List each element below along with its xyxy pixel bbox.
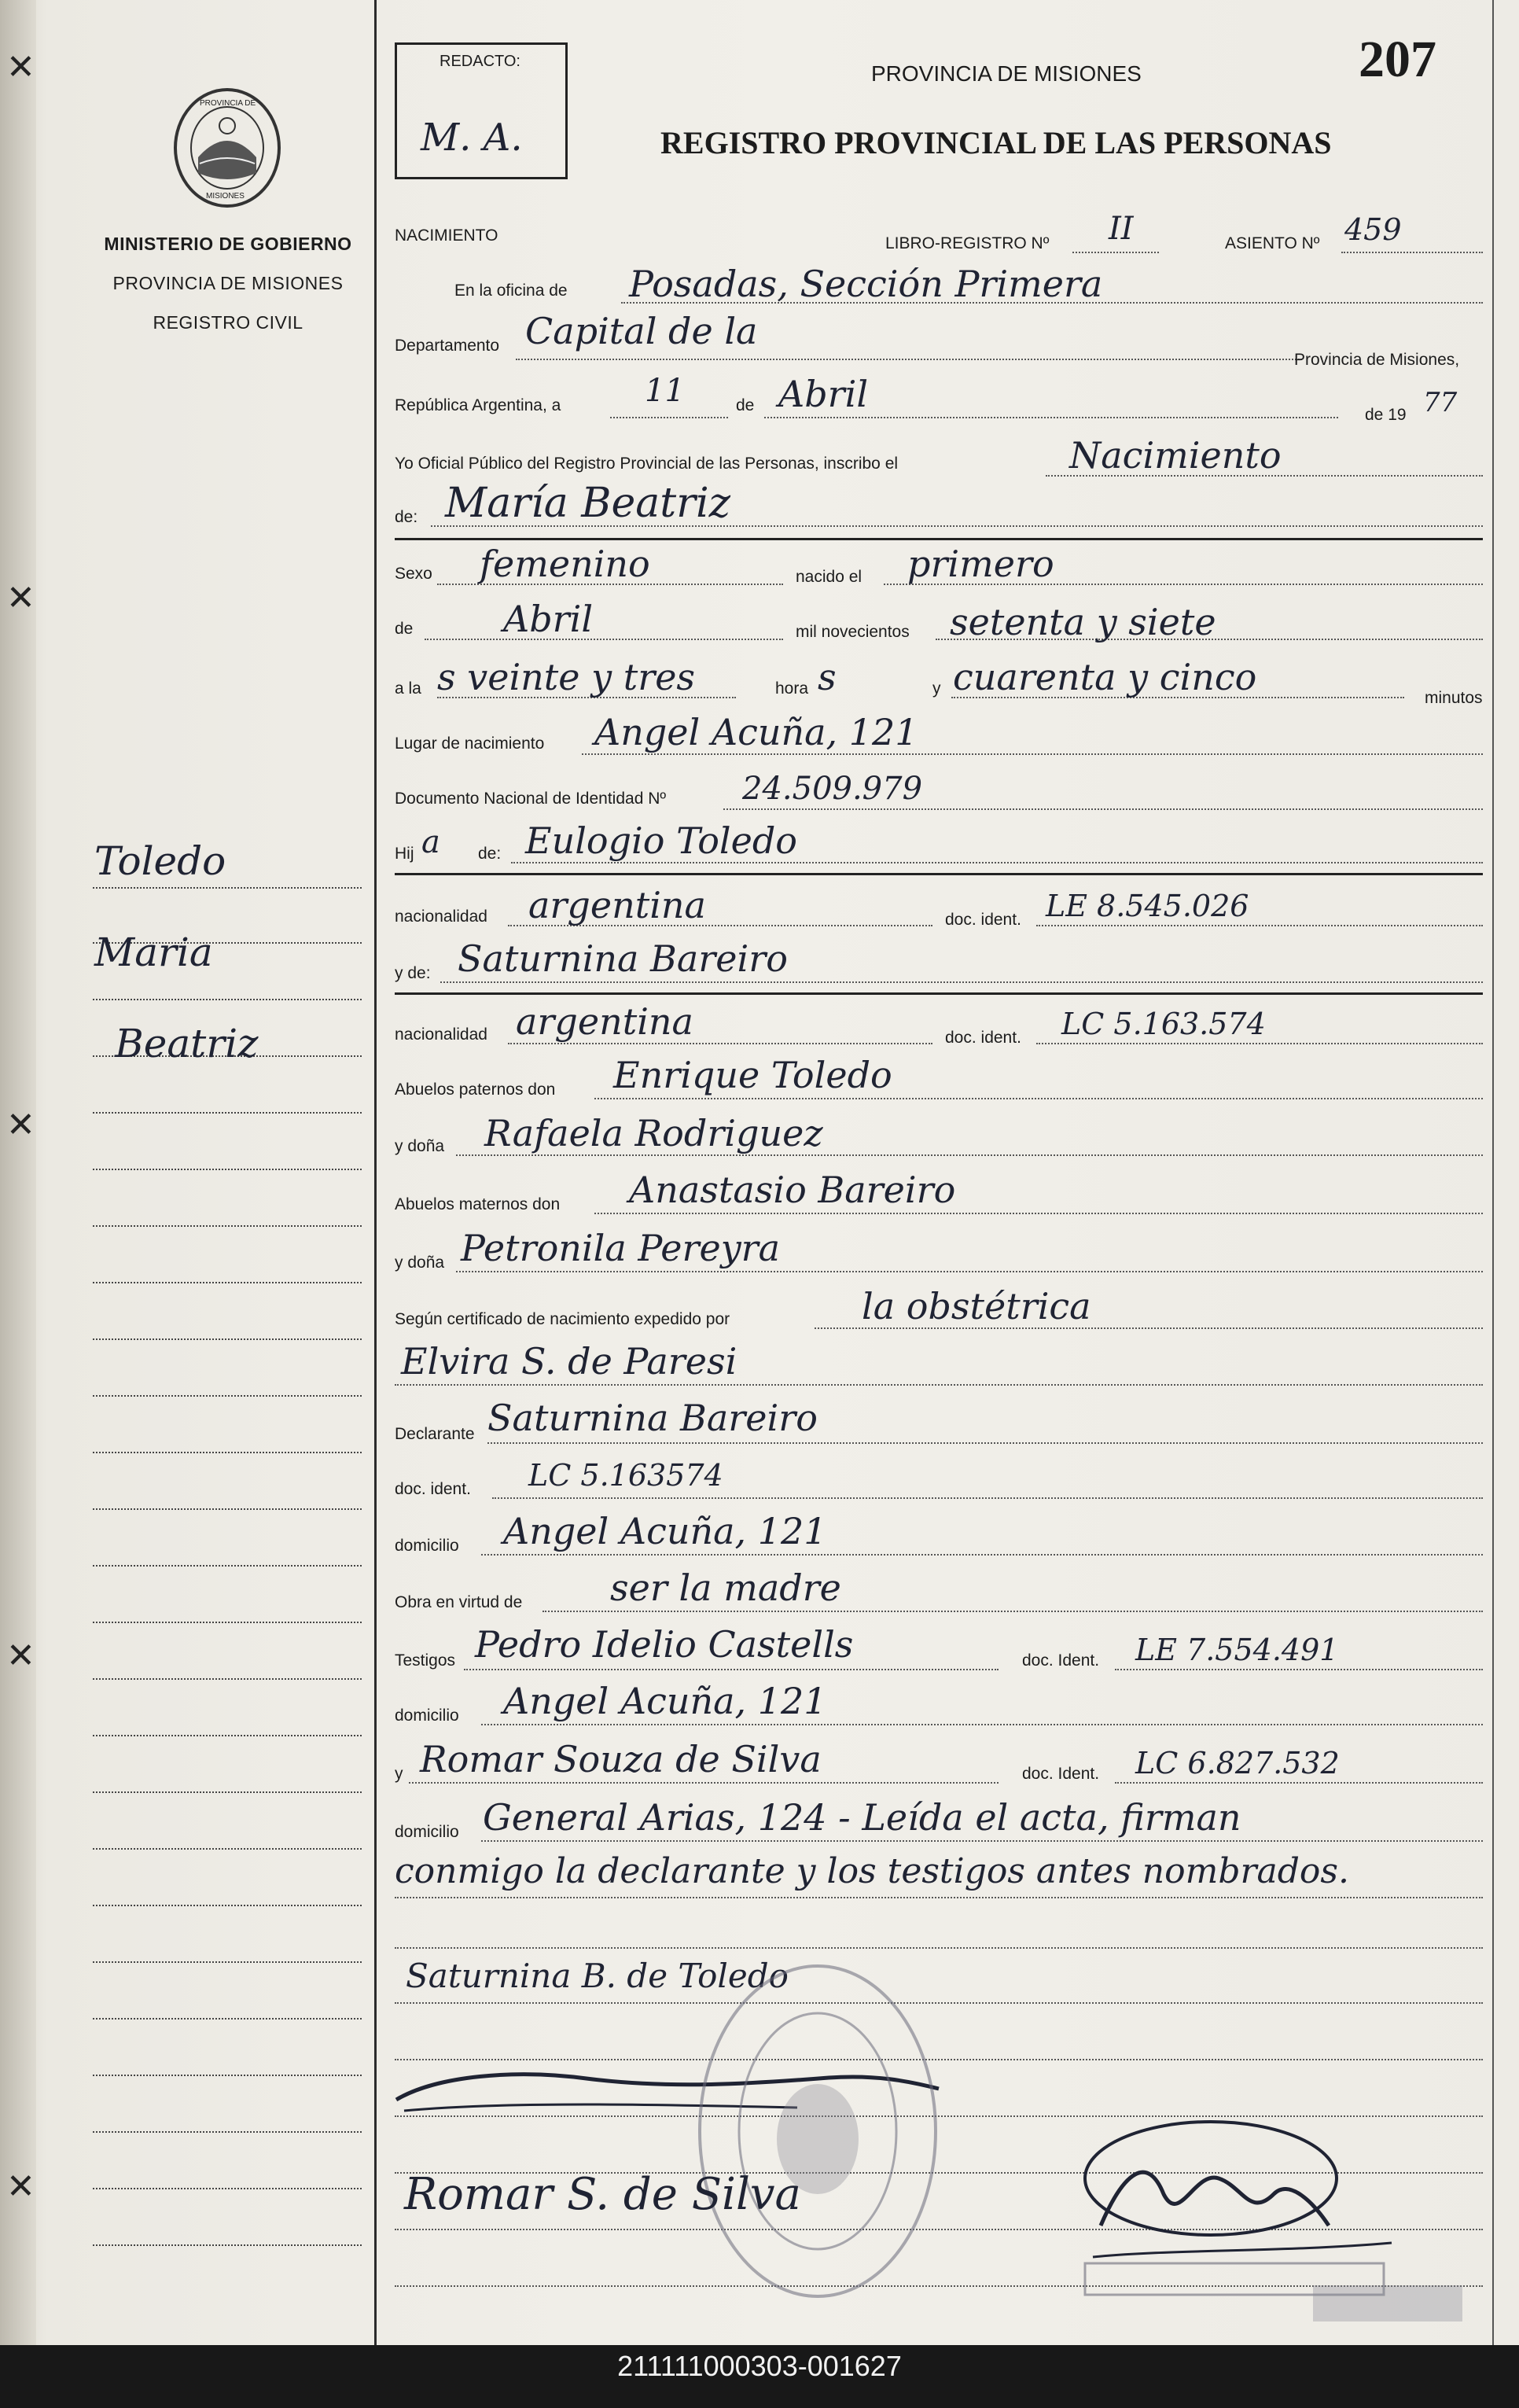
margin-line — [93, 1961, 362, 1963]
oficina-value: Posadas, Sección Primera — [629, 263, 1103, 305]
mes-value: Abril — [778, 373, 869, 415]
binding-stitch: ✕ — [6, 47, 35, 87]
cert-value: la obstétrica — [862, 1285, 1091, 1327]
nacido-value: primero — [907, 543, 1054, 585]
binding-spine — [0, 0, 36, 2345]
doc2-value: LC 5.163.574 — [1061, 1007, 1266, 1041]
doct2-label: doc. Ident. — [1022, 1765, 1100, 1783]
dni-dots — [723, 808, 1483, 810]
cert-label: Según certificado de nacimiento expedido por — [395, 1310, 730, 1328]
binding-stitch: ✕ — [6, 2167, 35, 2207]
nacido-label: nacido el — [796, 568, 862, 586]
margin-line — [93, 1282, 362, 1283]
margin-line — [93, 2244, 362, 2246]
de2-label: de: — [395, 508, 418, 526]
hij-label: Hij — [395, 845, 414, 863]
doct1-label: doc. Ident. — [1022, 1651, 1100, 1670]
nacimiento-label: NACIMIENTO — [395, 226, 498, 245]
domd-value: Angel Acuña, 121 — [503, 1510, 827, 1552]
margin-line — [93, 1678, 362, 1680]
province-heading: PROVINCIA DE MISIONES — [871, 61, 1142, 86]
abm-dona-label: y doña — [395, 1254, 445, 1272]
doct1-value: LE 7.554.491 — [1135, 1633, 1339, 1667]
horas-label: hora — [775, 679, 809, 698]
mes2-value: Abril — [503, 598, 594, 640]
republica-label: República Argentina, a — [395, 396, 561, 414]
nac2-dots — [508, 1043, 932, 1044]
de-label: de — [736, 396, 755, 414]
footer-id: 211111000303-001627 — [617, 2350, 902, 2382]
margin-line — [93, 1905, 362, 1906]
abm-label: Abuelos maternos don — [395, 1195, 561, 1213]
asiento-label: ASIENTO Nº — [1225, 234, 1320, 252]
madre-dots — [440, 981, 1483, 983]
y-label: y — [932, 679, 941, 698]
departamento-dots — [516, 359, 1302, 360]
margin-line — [93, 1565, 362, 1567]
declarante-value: Saturnina Bareiro — [487, 1397, 818, 1439]
lugar-dots — [582, 753, 1483, 755]
testigo1-value: Pedro Idelio Castells — [475, 1623, 854, 1666]
docd-value: LC 5.163574 — [528, 1458, 723, 1493]
margin-line — [93, 1169, 362, 1170]
abp-dots — [594, 1098, 1483, 1099]
mes-dots — [764, 417, 1338, 418]
mil-value: setenta y siete — [950, 601, 1216, 643]
nac1-label: nacionalidad — [395, 908, 487, 926]
testigo2-dots — [409, 1782, 999, 1784]
asiento-dots — [1341, 252, 1483, 253]
binding-stitch: ✕ — [6, 578, 35, 618]
dni-value: 24.509.979 — [742, 771, 923, 807]
redacto-initials: M. A. — [421, 116, 523, 160]
dia-value: 11 — [645, 373, 685, 409]
domt2-value: General Arias, 124 - Leída el acta, firman — [483, 1796, 1241, 1839]
domd-dots — [481, 1554, 1483, 1556]
doc2-label: doc. ident. — [945, 1029, 1021, 1047]
margin-line — [93, 2188, 362, 2189]
doct1-dots — [1115, 1669, 1483, 1670]
hij-value: a — [421, 824, 440, 860]
libro-value: II — [1109, 211, 1134, 247]
dni-label: Documento Nacional de Identidad Nº — [395, 790, 667, 808]
cierre-dots — [395, 1897, 1483, 1898]
declarante-dots — [487, 1442, 1483, 1444]
madre-value: Saturnina Bareiro — [458, 937, 788, 980]
sexo-label: Sexo — [395, 565, 432, 583]
abp-dona-label: y doña — [395, 1137, 445, 1155]
abm-don-value: Anastasio Bareiro — [629, 1169, 956, 1211]
signature-witness-2: Romar S. de Silva — [404, 2169, 801, 2220]
mil-label: mil novecientos — [796, 623, 910, 641]
cert2-dots — [395, 1384, 1483, 1386]
libro-label: LIBRO-REGISTRO Nº — [885, 234, 1050, 252]
ministry-block — [86, 224, 370, 342]
registry-stamp — [684, 1950, 951, 2312]
oficial-label: Yo Oficial Público del Registro Provincial de las Personas, inscribo el — [395, 455, 899, 473]
obra-label: Obra en virtud de — [395, 1593, 523, 1611]
seal-top-text: PROVINCIA DE — [200, 99, 256, 108]
margin-line — [93, 1848, 362, 1850]
right-edge-line — [1492, 0, 1494, 2345]
domt2-label: domicilio — [395, 1823, 459, 1841]
margin-divider — [374, 0, 377, 2345]
binding-stitch: ✕ — [6, 1105, 35, 1145]
domd-label: domicilio — [395, 1537, 459, 1555]
padre-dots — [511, 862, 1483, 863]
mes2-dots — [425, 639, 783, 640]
oficial-value: Nacimiento — [1069, 434, 1282, 477]
horas-value: s — [818, 656, 837, 698]
signature-declarante: Saturnina B. de Toledo — [406, 1957, 789, 1995]
redacto-label: REDACTO: — [440, 53, 520, 70]
domt1-value: Angel Acuña, 121 — [503, 1680, 827, 1722]
page-number: 207 — [1359, 31, 1436, 88]
margin-line — [93, 1791, 362, 1793]
sig-line — [395, 1947, 1483, 1949]
margin-line — [93, 1508, 362, 1510]
testigo2-value: Romar Souza de Silva — [420, 1738, 822, 1780]
sexo-value: femenino — [480, 543, 650, 585]
oficina-label: En la oficina de — [454, 282, 568, 300]
margin-line — [93, 2131, 362, 2133]
asiento-value: 459 — [1344, 212, 1402, 247]
margin-name2: Beatriz — [115, 1021, 259, 1066]
margin-line — [93, 1338, 362, 1340]
ministry-registry: REGISTRO CIVIL — [153, 312, 303, 333]
obra-dots — [542, 1611, 1483, 1612]
nac2-label: nacionalidad — [395, 1025, 487, 1044]
margin-line — [93, 1452, 362, 1453]
margin-line — [93, 2075, 362, 2076]
seal-bottom-text: MISIONES — [206, 192, 245, 201]
abm-dots — [594, 1213, 1483, 1214]
alas-label: a la — [395, 679, 421, 698]
testigo1-dots — [464, 1669, 999, 1670]
testigos-label: Testigos — [395, 1651, 456, 1670]
departamento-value: Capital de la — [525, 310, 758, 352]
margin-line — [93, 887, 362, 889]
margin-line — [93, 1622, 362, 1623]
nac2-value: argentina — [516, 1000, 693, 1043]
obra-value: ser la madre — [610, 1567, 841, 1609]
doc2-dots — [1036, 1043, 1483, 1044]
doct2-value: LC 6.827.532 — [1135, 1746, 1340, 1780]
minutos-label: minutos — [1425, 689, 1483, 707]
docd-label: doc. ident. — [395, 1480, 471, 1498]
margin-surname: Toledo — [94, 838, 226, 884]
domt1-label: domicilio — [395, 1707, 459, 1725]
redacto-box — [395, 42, 568, 179]
abp-label: Abuelos paternos don — [395, 1081, 556, 1099]
dia-dots — [610, 417, 728, 418]
margin-line — [93, 2018, 362, 2020]
margin-name1: Maria — [94, 930, 213, 975]
ministry-province: PROVINCIA DE MISIONES — [112, 273, 344, 293]
y2-label: y — [395, 1765, 403, 1783]
margin-line — [93, 999, 362, 1000]
anio-value: 77 — [1423, 387, 1458, 418]
provincial-seal — [168, 85, 286, 211]
domt2-dots — [481, 1840, 1483, 1842]
nombre-value: María Beatriz — [445, 480, 731, 527]
lugar-value: Angel Acuña, 121 — [594, 711, 918, 753]
margin-line — [93, 1225, 362, 1227]
abm-dona-value: Petronila Pereyra — [461, 1227, 781, 1269]
doc1-dots — [1036, 925, 1483, 926]
de3-label: de — [395, 620, 414, 638]
cert-value2: Elvira S. de Paresi — [401, 1340, 737, 1383]
margin-line — [93, 1395, 362, 1397]
section-rule — [395, 538, 1483, 540]
abp-dona-dots — [456, 1154, 1483, 1156]
margin-line — [93, 1112, 362, 1114]
doc1-label: doc. ident. — [945, 911, 1021, 929]
departamento-label: Departamento — [395, 337, 500, 355]
declarante-label: Declarante — [395, 1425, 475, 1443]
de4-label: de: — [478, 845, 502, 863]
abp-don-value: Enrique Toledo — [613, 1054, 892, 1096]
cert-dots — [815, 1327, 1483, 1329]
yde-label: y de: — [395, 964, 431, 982]
cierre-value: conmigo la declarante y los testigos antes nombrados. — [395, 1851, 1349, 1891]
doct2-dots — [1115, 1782, 1483, 1784]
abm-dona-dots — [456, 1271, 1483, 1272]
anio-label: de 19 — [1365, 406, 1407, 424]
docd-dots — [492, 1497, 1483, 1499]
lugar-label: Lugar de nacimiento — [395, 735, 545, 753]
libro-dots — [1072, 252, 1159, 253]
section-rule — [395, 873, 1483, 875]
domt1-dots — [481, 1724, 1483, 1725]
minutos-value: cuarenta y cinco — [953, 656, 1257, 698]
section-rule — [395, 992, 1483, 995]
signature-officer — [1077, 2108, 1470, 2328]
nac1-value: argentina — [528, 884, 706, 926]
registry-title: REGISTRO PROVINCIAL DE LAS PERSONAS — [660, 125, 1332, 160]
padre-value: Eulogio Toledo — [525, 819, 797, 862]
margin-line — [93, 1735, 362, 1736]
alas-value: s veinte y tres — [437, 656, 696, 698]
abp-dona-value: Rafaela Rodriguez — [484, 1112, 823, 1154]
doc1-value: LE 8.545.026 — [1046, 889, 1249, 923]
binding-stitch: ✕ — [6, 1636, 35, 1676]
ministry-title: MINISTERIO DE GOBIERNO — [104, 234, 352, 254]
provincia-label: Provincia de Misiones, — [1294, 351, 1460, 369]
